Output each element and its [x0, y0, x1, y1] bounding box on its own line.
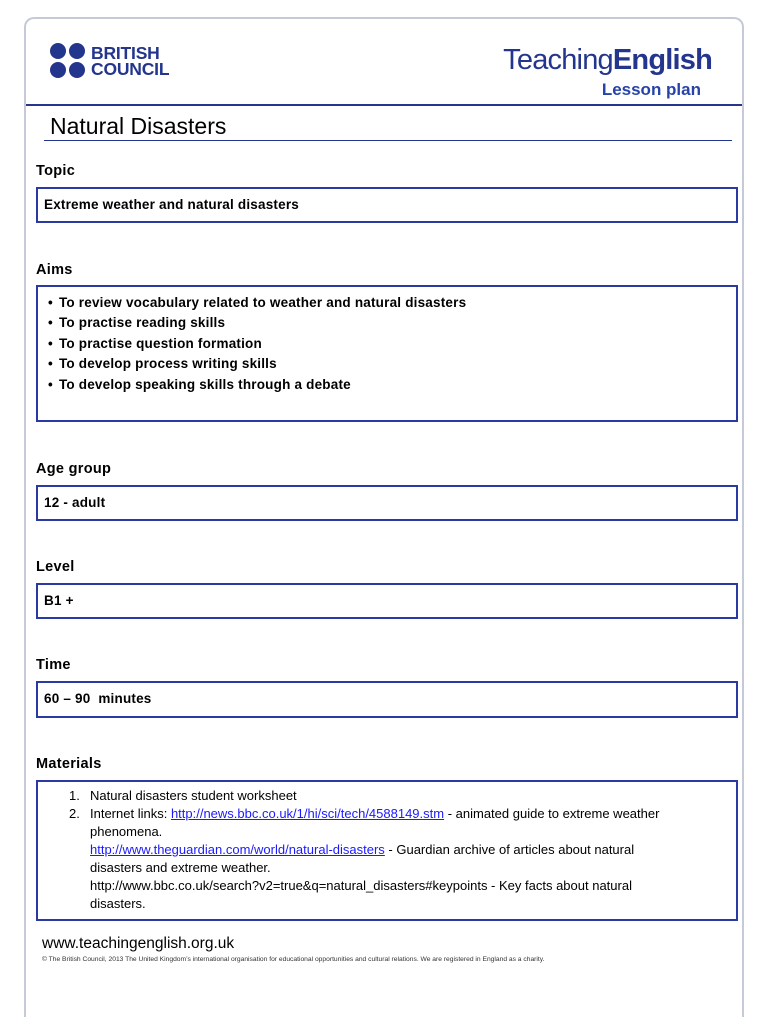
lesson-plan-subtitle: Lesson plan — [601, 80, 701, 99]
te-logo-light: Teaching — [503, 44, 613, 76]
link3-description-cont: disasters. — [90, 896, 146, 911]
age-group-box — [36, 485, 738, 521]
level-label: Level — [36, 559, 75, 575]
footer-copyright: © The British Council, 2013 The United Kingdom’s international organisation for educational opportunities and cultural relations. We are registered in England as a charity. — [42, 956, 545, 963]
time-box — [36, 681, 738, 718]
aim-item: • To review vocabulary related to weather and natural disasters — [48, 293, 736, 313]
materials-label: Materials — [36, 756, 102, 772]
british-council-logo — [50, 43, 169, 78]
teaching-english-logo — [503, 44, 712, 77]
footer-website-url: www.teachingenglish.org.uk — [42, 935, 235, 952]
link2-description: - Guardian archive of articles about natural — [384, 842, 635, 857]
aims-list — [38, 287, 736, 395]
bbc-search-link-text: http://www.bbc.co.uk/search?v2=true&q=natural_disasters#keypoints - Key facts about natural — [90, 878, 632, 893]
aim-item: • To develop process writing skills — [48, 354, 736, 374]
logo-dots-icon — [50, 43, 85, 78]
bbc-news-link[interactable]: http://news.bbc.co.uk/1/hi/sci/tech/4588149.stm — [170, 806, 445, 821]
aim-item: • To practise question formation — [48, 334, 736, 354]
link1-description: - animated guide to extreme weather — [444, 806, 660, 821]
header-divider — [26, 104, 742, 106]
materials-item-1 — [69, 787, 736, 805]
topic-value: Extreme weather and natural disasters — [44, 197, 300, 212]
internet-links-prefix: Internet links: — [90, 806, 171, 821]
aims-box — [36, 285, 738, 422]
page-title: Natural Disasters — [50, 113, 227, 139]
time-value: 60 – 90 minutes — [44, 691, 152, 706]
brand-line-2: COUNCIL — [91, 58, 170, 79]
brand-line-1: BRITISH — [91, 42, 160, 63]
materials-item-2 — [69, 805, 736, 913]
age-group-label: Age group — [36, 461, 112, 477]
link1-description-cont: phenomena. — [90, 824, 163, 839]
aims-label: Aims — [36, 262, 73, 278]
level-box — [36, 583, 738, 619]
materials-box — [36, 780, 738, 921]
age-group-value: 12 - adult — [44, 495, 106, 510]
te-logo-bold: English — [612, 44, 712, 76]
title-underline — [44, 140, 732, 141]
topic-label: Topic — [36, 163, 76, 179]
link2-description-cont: disasters and extreme weather. — [90, 860, 271, 875]
aim-item: • To practise reading skills — [48, 313, 736, 333]
time-label: Time — [36, 657, 71, 673]
level-value: B1 + — [44, 593, 74, 608]
guardian-link[interactable]: http://www.theguardian.com/world/natural-disasters — [90, 842, 385, 857]
aim-item: • To develop speaking skills through a debate — [48, 375, 736, 395]
topic-box — [36, 187, 738, 223]
list-number: 2. — [69, 806, 80, 821]
materials-list — [38, 782, 736, 913]
list-number: 1. — [69, 788, 80, 803]
materials-item-text: Natural disasters student worksheet — [90, 788, 297, 803]
